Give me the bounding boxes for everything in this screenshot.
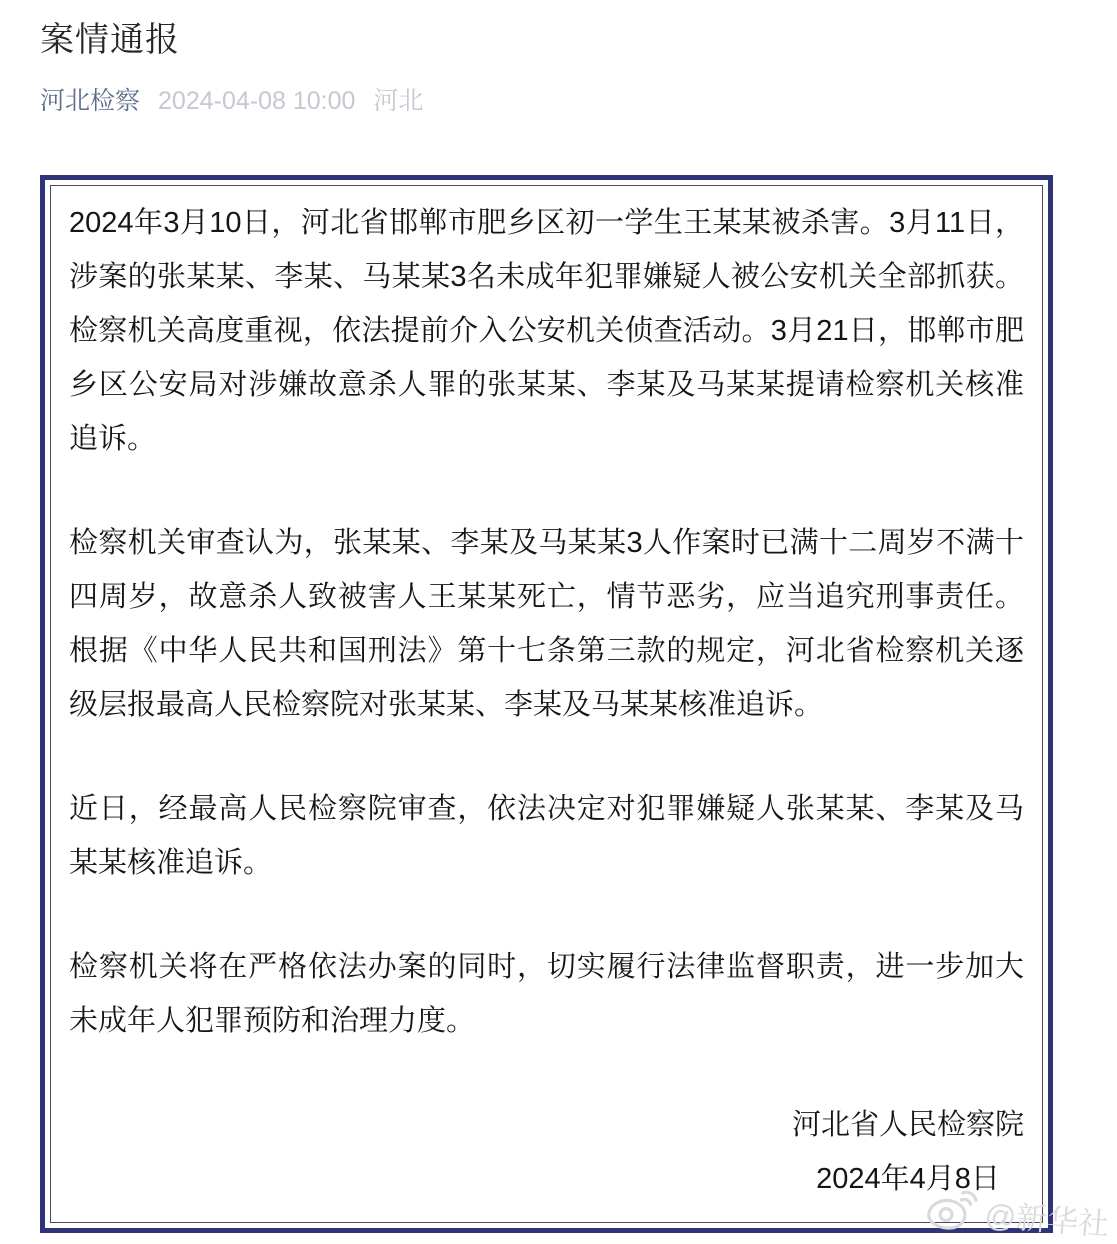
page-title: 案情通报	[40, 21, 180, 59]
signature-org: 河北省人民检察院	[791, 1108, 1024, 1141]
notice-box	[40, 175, 1053, 1233]
notice-paragraph-3: 近日，经最高人民检察院审查，依法决定对犯罪嫌疑人张某某、李某及马某某核准追诉。	[69, 792, 1024, 879]
weibo-icon	[923, 1186, 978, 1232]
notice-inner-frame	[50, 185, 1043, 1223]
notice-paragraph-2: 检察机关审查认为，张某某、李某及马某某3人作案时已满十二周岁不满十四周岁，故意杀人致被害人王某某死亡，情节恶劣，应当追究刑事责任。根据《中华人民共和国刑法》第十七条第三款的规定，河北省检察机关逐级层报最高人民检察院对张某某、李某及马某某核准追诉。	[69, 526, 1024, 721]
signature-block	[69, 1098, 1024, 1206]
watermark-text: @新华社	[983, 1197, 1110, 1243]
notice-paragraph-1: 2024年3月10日，河北省邯郸市肥乡区初一学生王某某被杀害。3月11日，涉案的张某某、李某、马某某3名未成年犯罪嫌疑人被公安机关全部抓获。检察机关高度重视，依法提前介入公安机关侦查活动。3月21日，邯郸市肥乡区公安局对涉嫌故意杀人罪的张某某、李某及马某某提请检察机关核准追诉。	[69, 206, 1024, 455]
source-account-link[interactable]: 河北检察	[40, 86, 141, 115]
signature-date: 2024年4月8日	[816, 1162, 1000, 1195]
publish-location: 河北	[373, 86, 424, 115]
notice-paragraph-4: 检察机关将在严格依法办案的同时，切实履行法律监督职责，进一步加大未成年人犯罪预防和治理力度。	[69, 950, 1024, 1037]
publish-timestamp: 2024-04-08 10:00	[158, 86, 356, 115]
meta-row	[40, 81, 1063, 117]
